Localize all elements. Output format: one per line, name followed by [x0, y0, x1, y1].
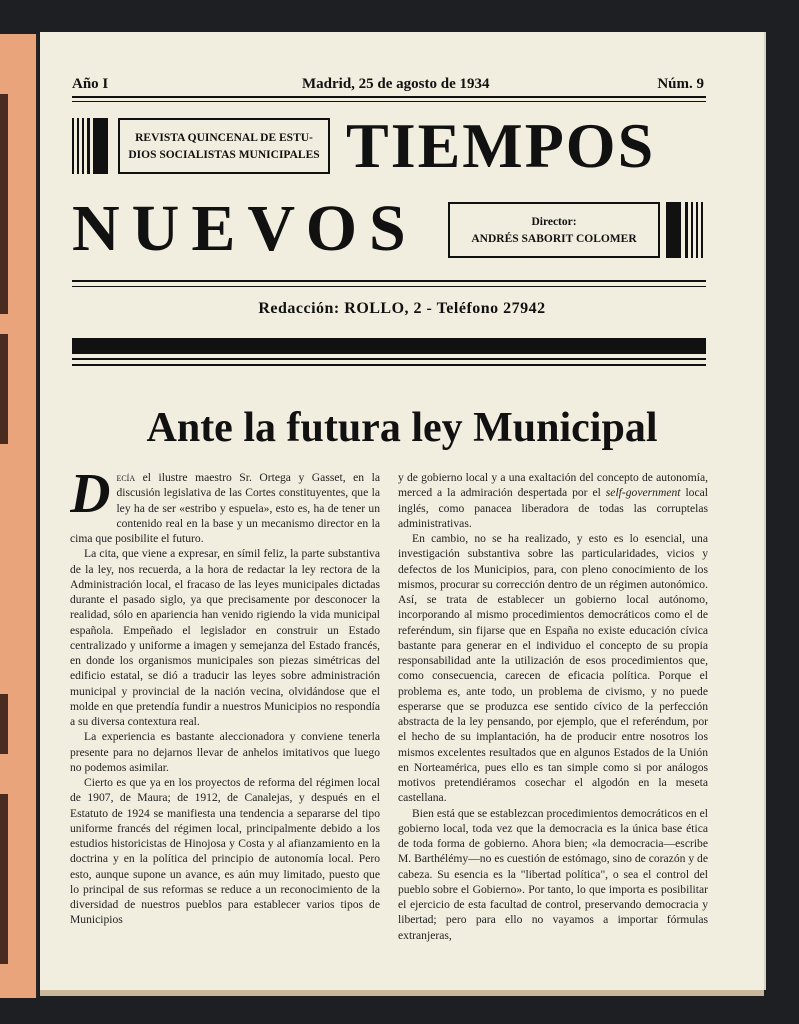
page-bottom-edge [40, 990, 764, 996]
magazine-page [40, 32, 764, 990]
edge-mark [0, 334, 8, 444]
edge-mark [0, 694, 8, 754]
editorial-address: Redacción: ROLLO, 2 - Teléfono 27942 [258, 300, 546, 317]
drop-cap: D [70, 470, 111, 525]
subtitle-line: DIOS SOCIALISTAS MUNICIPALES [128, 149, 320, 161]
issue-info-line [72, 76, 704, 96]
thick-rule-line [72, 364, 706, 366]
article-paragraph: La experiencia es bastante aleccionadora y conviene tenerla presente para no dejarnos llevar de anhelos imitativos que luego no podemos asimilar. [70, 730, 380, 774]
header-rule [72, 280, 706, 282]
issue-number: Núm. 9 [657, 76, 704, 92]
decorative-bars-right [666, 202, 706, 258]
director-name: ANDRÉS SABORIT COLOMER [471, 233, 637, 245]
masthead-tiempos: TIEMPOS [346, 110, 656, 181]
article-paragraph: Cierto es que ya en los proyectos de reforma del régimen local de 1907, de Maura; de 1912, de Canalejas, y después en el Estatuto de 1924 se manifiesta una tendencia a separarse del tipo uniforme francés del régimen local, principalmente debido a los estudios historicistas de Hinojosa y Costa y al afianzamiento en la doctrina y en la política del principio de autonomía local. Pero esto, aunque supone un avance, es aún muy limitado, puesto que lo principal de sus reformas se reduce a un reconocimiento de la diversidad de nuestros pueblos para establecer varios tipos de Municipios [70, 776, 380, 927]
article-paragraph: y de gobierno local y a una exaltación del concepto de autonomía, merced a la admiración despertada por el self-government local inglés, como panacea liberadora de todas las corruptelas administrativas. [398, 471, 708, 530]
adjacent-page-edge [0, 34, 38, 998]
article-title: Ante la futura ley Municipal [146, 405, 658, 451]
subtitle-box [118, 118, 330, 174]
article-paragraph: Bien está que se establezcan procedimientos democráticos en el gobierno local, toda vez que la democracia es la única base ética de toda forma de gobierno. Ahora bien; «la democracia—escribe M. Barthélémy—no es cuestión de estómago, sino de corazón y de cabeza. Su esencia es la "libertad política", o sea el control del pueblo sobre el Gobierno». Por tanto, lo que importa es posibilitar el ejercicio de esta facultad de control, preservando democracia y libertad; pero para ello no vayamos a importar fórmulas extranjeras, [398, 806, 708, 942]
article-paragraph: La cita, que viene a expresar, en símil feliz, la parte substantiva de la ley, nos recuerda, a la hora de redactar la ley rectora de la Administración local, el fracaso de las leyes municipales dictadas durante el pasado siglo, ya que precisamente por desconocer la realidad, sólo en apariencia han venido rigiendo la vida municipal española. Empeñado el legislador en construir un Estado centralizado y uniforme a imagen y semejanza del Estado francés, en donde los organismos municipales son piezas simétricas del edificio estatal, se dió a traducir las leyes sobre administración municipal y provincial de la nación vecina, olvidándose que el molde en que pretendía fundir a nuestros Municipios no respondía a su diversa contextura real. [70, 547, 380, 728]
top-rule-thin [72, 101, 706, 102]
thick-rule [72, 338, 706, 354]
masthead-nuevos: NUEVOS [72, 192, 418, 265]
article-paragraph: En cambio, no se ha realizado, y esto es lo esencial, una investigación substantiva sobre las particularidades, vicios y defectos de los Municipios, para, con pleno conocimiento de los mismos, procurar su corrección dentro de un régimen autonómico. Así, se trata de establecer un gobierno local autónomo, incorporando al mismo procedimientos democráticos como el de referéndum, sin fijarse que en España no existe educación cívica bastante para generar en el individuo el concepto de su propia responsabilidad ante la utilización de esos procedimientos que, como consecuencia, carecen de eficacia política. Porque el problema es, ante todo, un problema de civismo, y no puede esperarse que se produzca ese sentido cívico de la perfección abstracta de la ley pensando, por ejemplo, que el referéndum, por el hecho de su implantación, ha de producir entre nosotros los mismos excelentes resultados que en algunos Estados de la Unión en Norteamérica, pues ello es tan simple como si por análogos motivos pretendiéramos cosechar el algodón en la meseta castellana. [398, 532, 708, 805]
issue-date: Madrid, 25 de agosto de 1934 [302, 76, 490, 92]
edge-mark [0, 94, 8, 314]
director-label: Director: [531, 216, 577, 228]
header-rule-thin [72, 286, 706, 287]
subtitle-line: REVISTA QUINCENAL DE ESTU- [135, 132, 313, 144]
decorative-bars-left [72, 118, 110, 174]
top-rule [72, 96, 706, 98]
thick-rule-line [72, 358, 706, 360]
article-column-right [398, 470, 708, 980]
edge-mark [0, 794, 8, 964]
director-box [448, 202, 660, 258]
article-paragraph: Decía el ilustre maestro Sr. Ortega y Gasset, en la discusión legislativa de las Cortes constituyentes, que la ley ha de ser «estribo y espuela», esto es, ha de tener un contenido real en la base y un mecanismo director en la cima que posibilite el futuro. [70, 470, 380, 545]
issue-year: Año I [72, 76, 109, 92]
article-column-left [70, 470, 380, 980]
